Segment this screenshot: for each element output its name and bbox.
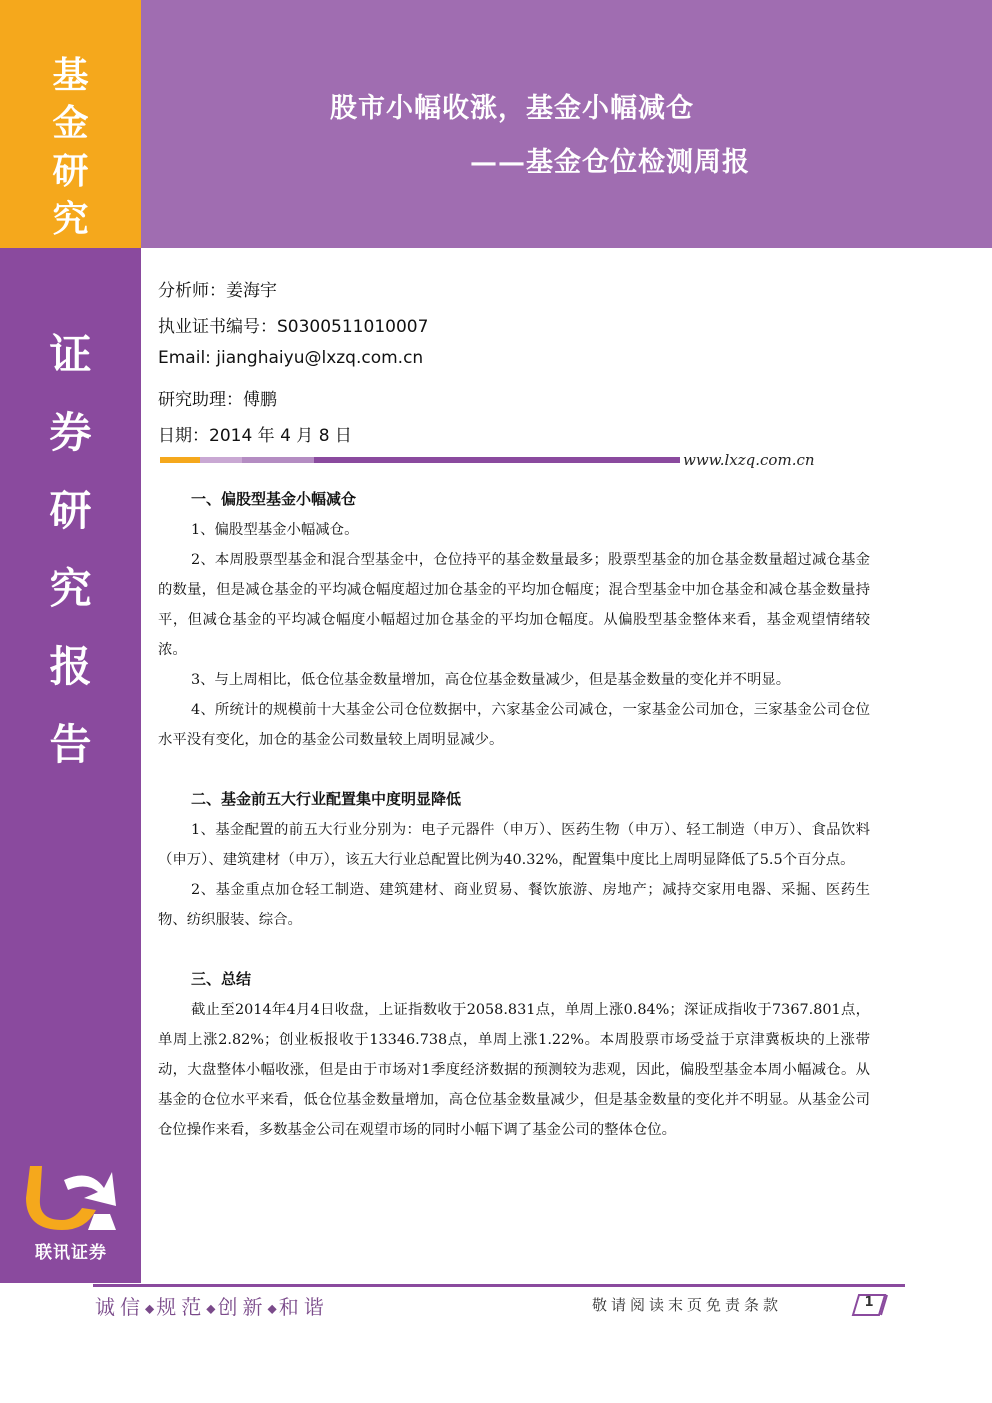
page-number: 1 bbox=[864, 1295, 874, 1310]
sidebar-top-char: 基 bbox=[52, 55, 89, 96]
page-number-badge bbox=[851, 1294, 891, 1316]
sidebar-main-char: 证 bbox=[49, 330, 92, 379]
sidebar-main-label bbox=[0, 316, 141, 784]
divider-purple bbox=[314, 457, 680, 463]
paragraph: 3、与上周相比，低仓位基金数量增加，高仓位基金数量减少，但是基金数量的变化并不明显。 bbox=[191, 672, 791, 688]
sidebar-top-char: 研 bbox=[52, 151, 89, 192]
logo-mark-icon bbox=[12, 1158, 130, 1238]
report-subtitle: ——基金仓位检测周报 bbox=[470, 147, 750, 178]
company-logo bbox=[12, 1158, 130, 1268]
section-title: 三、总结 bbox=[191, 970, 252, 988]
divider-light bbox=[200, 457, 242, 463]
divider-mid bbox=[242, 457, 314, 463]
disclaimer-note: 敬请阅读末页免责条款 bbox=[592, 1296, 783, 1314]
diamond-icon: ◆ bbox=[267, 1301, 279, 1316]
paragraph: 1、偏股型基金小幅减仓。 bbox=[191, 522, 359, 538]
sidebar-main-char: 研 bbox=[49, 486, 92, 535]
paragraph: 1、基金配置的前五大行业分别为：电子元器件（申万）、医药生物（申万）、轻工制造（申万）、食品饮料（申万）、建筑建材（申万），该五大行业总配置比例为40.32%，配置集中度比上周明显降低了5.5个百分点。 bbox=[158, 822, 870, 868]
diamond-icon: ◆ bbox=[145, 1301, 157, 1316]
sidebar-main-char: 报 bbox=[49, 642, 92, 691]
sidebar-top-char: 究 bbox=[52, 199, 89, 240]
footer-rule bbox=[93, 1284, 905, 1287]
sidebar-main-char: 告 bbox=[49, 720, 92, 769]
report-body bbox=[158, 483, 870, 1145]
paragraph: 4、所统计的规模前十大基金公司仓位数据中，六家基金公司减仓，一家基金公司加仓，三家基金公司仓位水平没有变化，加仓的基金公司数量较上周明显减少。 bbox=[158, 702, 870, 748]
analyst: 分析师：姜海宇 bbox=[158, 281, 277, 301]
section-title: 二、基金前五大行业配置集中度明显降低 bbox=[191, 790, 462, 808]
email: Email: jianghaiyu@lxzq.com.cn bbox=[158, 348, 424, 368]
research-assistant: 研究助理：傅鹏 bbox=[158, 390, 277, 410]
section-title: 一、偏股型基金小幅减仓 bbox=[191, 490, 357, 508]
slogan-word: 规范 bbox=[156, 1295, 207, 1319]
paragraph: 2、基金重点加仓轻工制造、建筑建材、商业贸易、餐饮旅游、房地产；减持交家用电器、采掘、医药生物、纺织服装、综合。 bbox=[158, 882, 870, 928]
report-date: 日期：2014 年 4 月 8 日 bbox=[158, 426, 352, 446]
report-title: 股市小幅收涨，基金小幅减仓 bbox=[330, 93, 694, 124]
divider-orange bbox=[160, 457, 200, 463]
logo-text: 联讯证券 bbox=[35, 1243, 107, 1263]
slogan-word: 诚信 bbox=[95, 1295, 145, 1319]
sidebar-top-char: 金 bbox=[52, 103, 89, 144]
footer-slogan bbox=[95, 1291, 329, 1320]
slogan-word: 和谐 bbox=[278, 1295, 329, 1319]
license-number: 执业证书编号：S0300511010007 bbox=[158, 317, 429, 337]
paragraph: 2、本周股票型基金和混合型基金中，仓位持平的基金数量最多；股票型基金的加仓基金数量超过减仓基金的数量，但是减仓基金的平均减仓幅度超过加仓基金的平均加仓幅度；混合型基金中加仓基金和减仓基金数量持平，但减仓基金的平均减仓幅度小幅超过加仓基金的平均加仓幅度。从偏股型基金整体来看，基金观望情绪较浓。 bbox=[158, 552, 870, 658]
sidebar-top-label bbox=[0, 52, 141, 244]
diamond-icon: ◆ bbox=[206, 1301, 218, 1316]
slogan-word: 创新 bbox=[217, 1295, 268, 1319]
sidebar-main-char: 究 bbox=[49, 564, 92, 613]
paragraph: 截止至2014年4月4日收盘，上证指数收于2058.831点，单周上涨0.84%；深证成指收于7367.801点，单周上涨2.82%；创业板报收于13346.738点，单周上涨1.22%。本周股票市场受益于京津冀板块的上涨带动，大盘整体小幅收涨，但是由于市场对1季度经济数据的预测较为悲观，因此，偏股型基金本周小幅减仓。从基金的仓位水平来看，低仓位基金数量增加，高仓位基金数量减少，但是基金数量的变化并不明显。从基金公司仓位操作来看，多数基金公司在观望市场的同时小幅下调了基金公司的整体仓位。 bbox=[158, 1002, 870, 1138]
website-link[interactable]: www.lxzq.com.cn bbox=[683, 451, 815, 469]
sidebar-main-char: 券 bbox=[49, 408, 92, 457]
